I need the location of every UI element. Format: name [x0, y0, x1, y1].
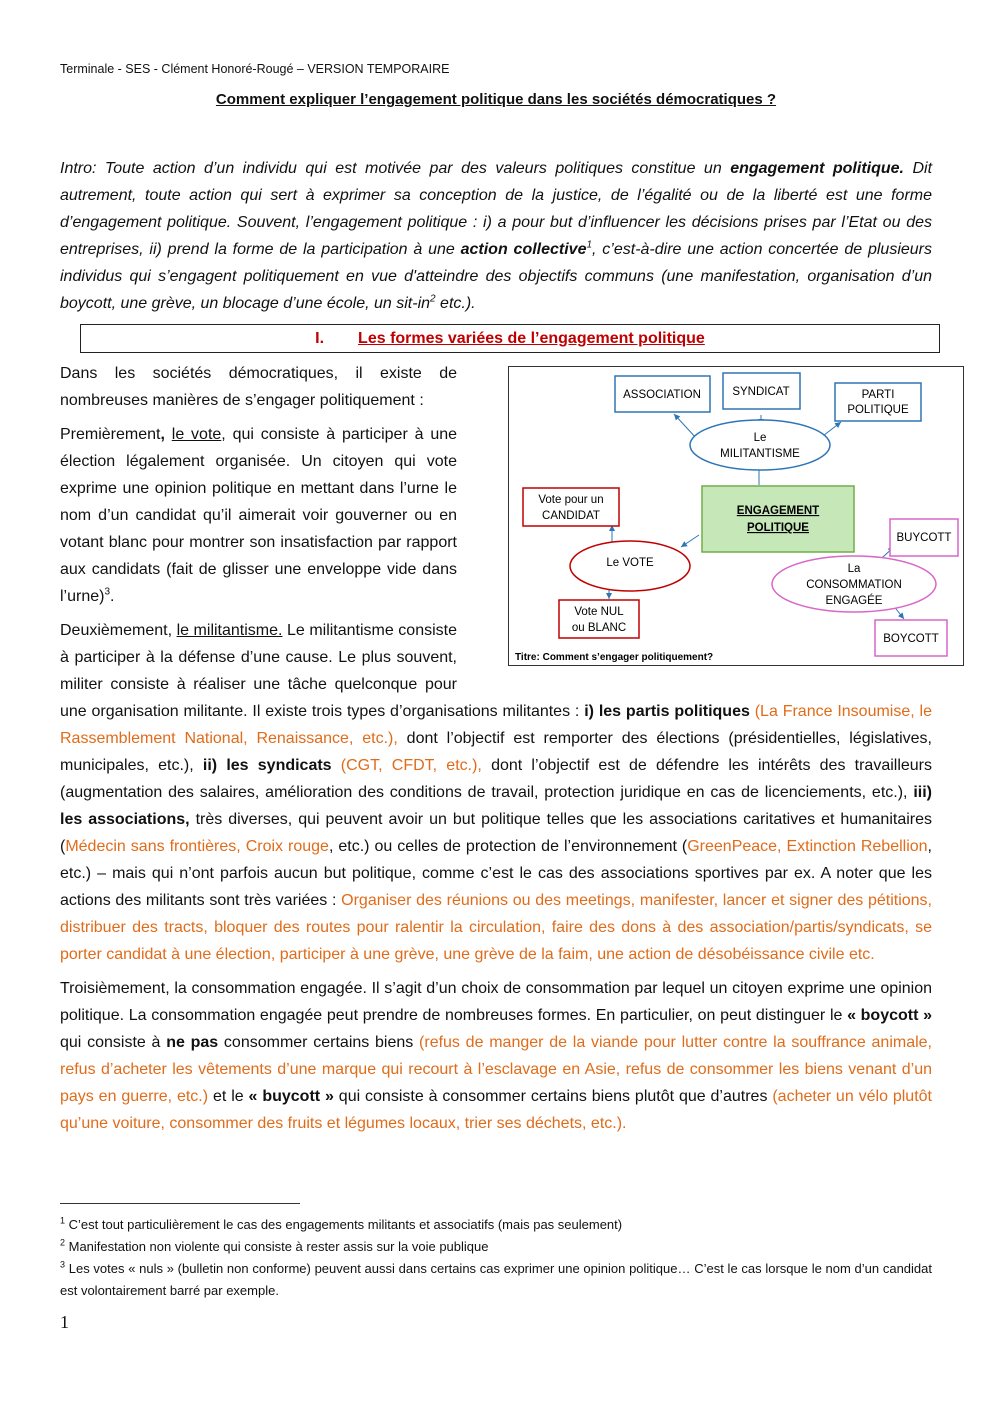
mil-text-i: dont l’objectif est de défendre les intérêts des travailleurs (augmentation des salaires, amélioration des conditions de travail, protection juridique en cas de licenciements, etc.), [60, 757, 933, 801]
vote-text-e: . [110, 588, 115, 605]
vote-nul-label-2: ou BLANC [571, 622, 627, 634]
intro-text-4: etc.). [435, 295, 476, 312]
mil-actions-examples: Organiser des réunions ou des meetings, manifester, lancer et signer des pétitions, distribuer des tracts, bloquer des routes pour ralentir la circulation, faire des dons à des association/partis/syndicats, se porter candidat à une élection, participer à une grève, une grève de la faim, une action de désobéissance civile etc. [60, 892, 933, 963]
conso-text-g: et le [208, 1088, 249, 1105]
footnote-3-text: Les votes « nuls » (bulletin non conforme) peuvent aussi dans certains cas exprimer une opinion politique… C’est le cas lorsque le nom d’un candidat est volontairement barré par exemple. [60, 1261, 932, 1298]
consommation-paragraph [60, 975, 932, 1137]
conso-text-i: qui consiste à consommer certains biens plutôt que d’autres [333, 1088, 773, 1105]
footnote-1-num: 1 [60, 1215, 66, 1226]
section-heading [80, 324, 940, 353]
mil-text-k: très diverses, qui peuvent avoir un but politique telles que les associations caritatives et humanitaires ( [60, 811, 933, 855]
vote-text-a: Premièrement [60, 426, 161, 443]
consommation-label-1: La [847, 563, 861, 575]
footnote-3 [60, 1258, 932, 1302]
intro-paragraph [60, 155, 932, 317]
footnote-separator [60, 1203, 300, 1204]
conso-ne-pas: ne pas [166, 1034, 219, 1051]
section-number: I. [315, 330, 325, 347]
militantisme-paragraph [60, 617, 932, 968]
parti-label-2: POLITIQUE [847, 404, 909, 416]
conso-text-e: consommer certains biens [218, 1034, 420, 1051]
boycott-label: BOYCOTT [883, 633, 939, 645]
mil-humanitaires-examples: Médecin sans frontières, Croix rouge [65, 838, 329, 855]
intro-bold-action: action collective [460, 241, 587, 258]
mil-syndicats: ii) les syndicats [202, 757, 332, 774]
intro-bold-engagement: engagement politique. [730, 160, 904, 177]
footnotes [60, 1214, 932, 1302]
mil-associations: iii) les associations, [60, 784, 932, 828]
page-header: Terminale - SES - Clément Honoré-Rougé – VERSION TEMPORAIRE [60, 62, 450, 76]
consommation-label-3: ENGAGÉE [825, 595, 883, 607]
intro-text-1: Intro: Toute action d’un individu qui est motivée par des valeurs politiques constitue un [60, 160, 731, 177]
mil-partis-examples: (La France Insoumise, le Rassemblement National, Renaissance, etc.), [60, 703, 932, 747]
le-vote-label: Le VOTE [606, 557, 654, 569]
engagement-label-2: POLITIQUE [747, 522, 809, 534]
footnote-1 [60, 1214, 932, 1236]
footnote-2 [60, 1236, 932, 1258]
mil-text-c: Le militantisme consiste à participer à la défense d’une cause. Le plus souvent, militer consiste à réaliser une tâche quelconque pour une organisation militante. Il existe trois types d’organisations militantes : [60, 622, 585, 720]
engagement-diagram [508, 366, 964, 666]
vote-text-d: , qui consiste à participer à une élection légalement organisée. Un citoyen qui vote exprime une opinion politique en mettant dans l’urne le nom d’un candidat qu’il aimerait voir gouverner ou en votant blanc pour montrer son insatisfaction par rapport aux candidats (fait de glisser une enveloppe vide dans l’urne) [60, 426, 458, 605]
consommation-label-2: CONSOMMATION [806, 579, 902, 591]
conso-buycott-examples: (acheter un vélo plutôt qu’une voiture, consommer des fruits et légumes locaux, trier ses déchets, etc.). [60, 1088, 932, 1132]
footnote-ref-3[interactable]: 3 [104, 586, 111, 598]
syndicat-label: SYNDICAT [732, 386, 790, 398]
vote-candidat-label-1: Vote pour un [538, 494, 604, 506]
parti-label-1: PARTI [861, 389, 895, 401]
mil-text-o: , etc.) – mais qui n’ont parfois aucun but politique, comme c’est le cas des associations sportives par ex. A noter que les actions des militants sont très variées : [60, 838, 932, 909]
mil-syndicats-examples: (CGT, CFDT, etc.), [331, 757, 482, 774]
association-label: ASSOCIATION [623, 389, 701, 401]
footnote-ref-1[interactable]: 1 [586, 239, 593, 251]
militantisme-label-2: MILITANTISME [720, 448, 800, 460]
conso-text-c: qui consiste à [60, 1034, 167, 1051]
mil-text-m: , etc.) ou celles de protection de l’environnement ( [328, 838, 688, 855]
footnote-1-text: C’est tout particulièrement le cas des engagements militants et associatifs (mais pas seulement) [65, 1217, 623, 1232]
conso-buycott: « buycott » [248, 1088, 334, 1105]
mil-text-f: dont l’objectif est remporter des élections (présidentielles, législatives, municipales, etc.), [60, 730, 933, 774]
page-title: Comment expliquer l’engagement politique dans les sociétés démocratiques ? [215, 91, 777, 108]
conso-boycott: « boycott » [847, 1007, 933, 1024]
vote-candidat-label-2: CANDIDAT [542, 510, 600, 522]
intro-text-3: , c’est-à-dire une action concertée de plusieurs individus qui s’engagent politiquement en vue d'atteindre des objectifs communs (une manifestation, organisation d’un boycott, une grève, un blocage d’une école, un sit-in [60, 241, 933, 312]
page-number: 1 [60, 1312, 69, 1332]
mil-text-a: Deuxièmement, [60, 622, 177, 639]
engagement-node [702, 486, 854, 552]
footnote-ref-2[interactable]: 2 [430, 293, 436, 305]
vote-nul-label-1: Vote NUL [574, 606, 624, 618]
engagement-label-1: ENGAGEMENT [736, 505, 820, 517]
buycott-label: BUYCOTT [896, 532, 952, 544]
conso-text-a: Troisièmement, la consommation engagée. Il s’agit d’un choix de consommation par lequel un citoyen exprime une opinion politique. La consommation engagée peut prendre de nombreuses formes. En particulier, on peut distinguer le [60, 980, 932, 1024]
intro-text-2: Dit autrement, toute action qui sert à exprimer sa conception de la justice, de l’égalité ou de la liberté est une forme d’engagement politique. Souvent, l’engagement politique : i) a pour but d’influencer les décisions prises par l’Etat ou des entreprises, ii) prend la forme de la participation à une [60, 160, 933, 258]
diagram-caption: Titre: Comment s’engager politiquement? [515, 652, 714, 663]
vote-term: le vote [171, 426, 222, 443]
footnote-2-text: Manifestation non violente qui consiste à rester assis sur la voie publique [65, 1239, 489, 1254]
footnote-2-num: 2 [60, 1237, 66, 1248]
mil-partis: i) les partis politiques [584, 703, 750, 720]
mil-environnement-examples: GreenPeace, Extinction Rebellion [687, 838, 928, 855]
section-title: Les formes variées de l’engagement politique [358, 330, 705, 347]
vote-text-b: , [160, 426, 172, 443]
mil-term: le militantisme. [176, 622, 283, 639]
militantisme-node [690, 420, 830, 470]
militantisme-label-1: Le [753, 432, 767, 444]
footnote-3-num: 3 [60, 1259, 66, 1270]
body-intro: Dans les sociétés démocratiques, il existe de nombreuses manières de s’engager politiquement : [60, 365, 457, 409]
conso-boycott-examples: (refus de manger de la viande pour lutter contre la souffrance animale, refus d’acheter les vêtements d’une marque qui recourt à l’esclavage en Asie, refus de consommer les biens venant d’un pays en guerre, etc.) [60, 1034, 933, 1105]
